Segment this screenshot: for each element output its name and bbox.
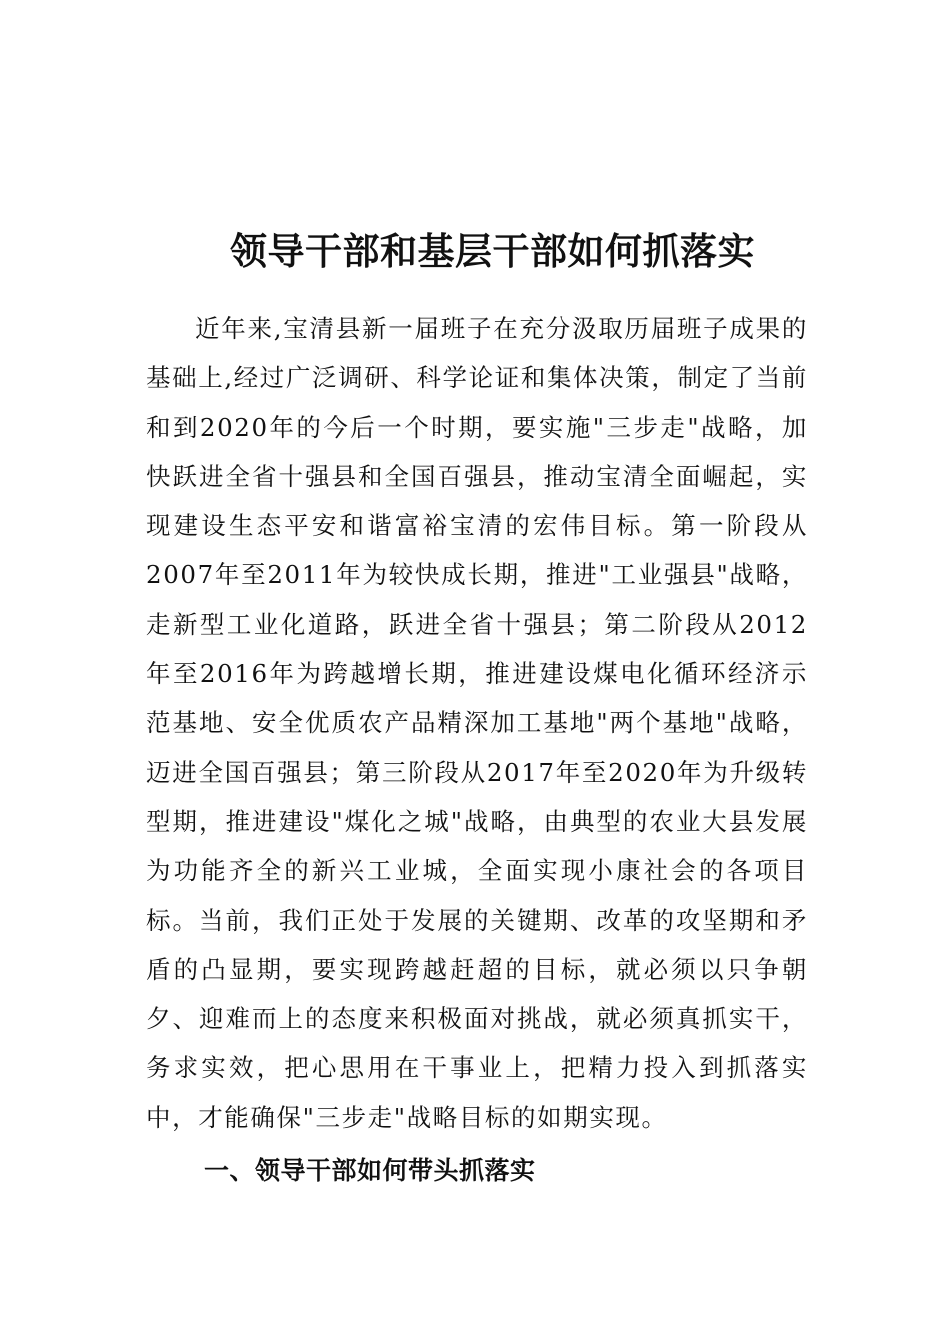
body-paragraph: 近年来,宝清县新一届班子在充分汲取历届班子成果的基础上,经过广泛调研、科学论证和集体决策，制定了当前和到2020年的今后一个时期，要实施"三步走"战略，加快跃进全省十强县和全国百强县，推动宝清全面崛起，实现建设生态平安和谐富裕宝清的宏伟目标。第一阶段从2007年至2011年为较快成长期，推进"工业强县"战略，走新型工业化道路，跃进全省十强县；第二阶段从2012年至2016年为跨越增长期，推进建设煤电化循环经济示范基地、安全优质农产品精深加工基地"两个基地"战略，迈进全国百强县；第三阶段从2017年至2020年为升级转型期，推进建设"煤化之城"战略，由典型的农业大县发展为功能齐全的新兴工业城，全面实现小康社会的各项目标。当前，我们正处于发展的关键期、改革的攻坚期和矛盾的凸显期，要实现跨越赶超的目标，就必须以只争朝夕、迎难而上的态度来积极面对挑战，就必须真抓实干，务求实效，把心思用在干事业上，把精力投入到抓落实中，才能确保"三步走"战略目标的如期实现。 xyxy=(146,314,808,1132)
section-heading: 一、领导干部如何带头抓落实 xyxy=(204,1156,536,1185)
document-title: 领导干部和基层干部如何抓落实 xyxy=(230,230,755,273)
